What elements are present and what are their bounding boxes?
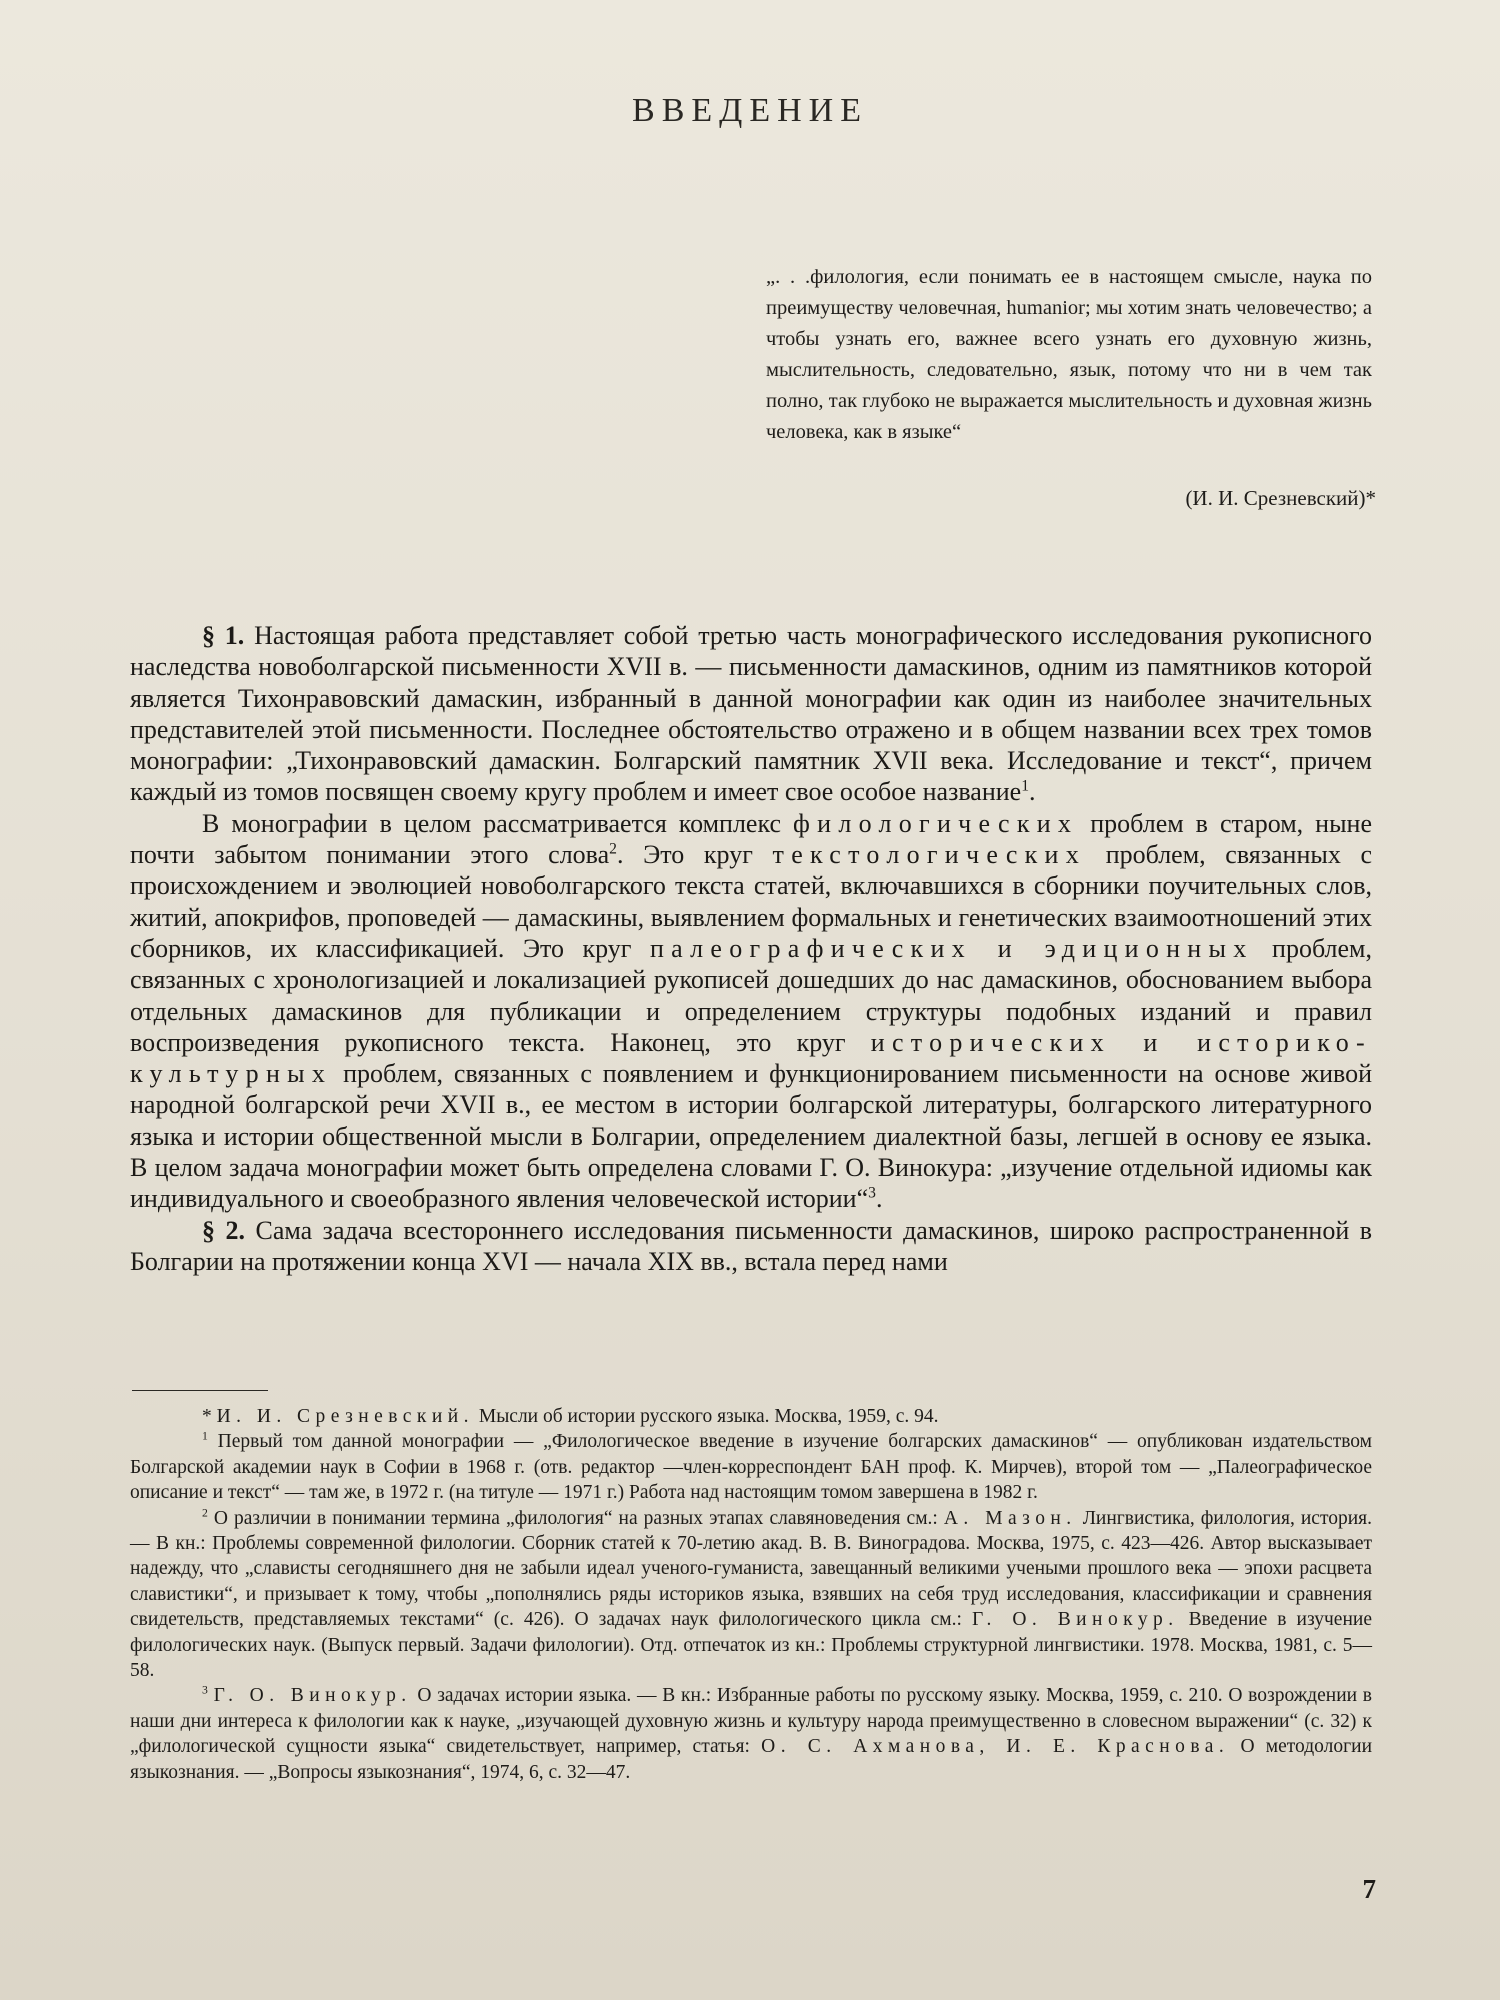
paragraph-text: проблем в старом, ныне почти забытом понимании этого слова <box>130 808 1372 870</box>
epigraph-author: (И. И. Срезневский)* <box>1185 486 1376 510</box>
footnote-ref-2: 2 <box>609 840 617 858</box>
emphasis-term: филологических <box>793 808 1079 838</box>
footnote-mark: * <box>202 1406 212 1427</box>
footnote-text: Введение в изучение филологических наук. (Выпуск первый. Задачи филологии). Отд. отпечаток из кн.: Проблемы структурной лингвистики. 1978. Москва, 1981, с. 5—58. <box>130 1609 1372 1682</box>
footnote-star <box>130 1404 1372 1429</box>
paragraph-section-1 <box>130 620 1372 808</box>
paragraph-text: В монографии в целом рассматривается комплекс <box>202 808 781 838</box>
paragraph-text: проблем, связанных с хронологизацией и локализацией рукописей дошедших до нас дамаскинов, обоснованием выбора отдельных дамаскинов для публикации и определением структуры подобных изданий и правил воспроизведения рукописного текста. Наконец, это круг <box>130 933 1372 1057</box>
paragraph-section-2 <box>130 1215 1372 1278</box>
main-text <box>130 620 1372 1277</box>
emphasis-term: палеографических и эдиционных <box>649 933 1254 963</box>
footnote-ref-1: 1 <box>1021 777 1029 795</box>
cited-author: И. И. Срезневский. <box>216 1406 474 1427</box>
paragraph-text: проблем, связанных с происхождением и эволюцией новоболгарского текста статей, включавшихся в сборники поучительных слов, житий, апокрифов, проповедей — дамаскины, выявлением формальных и генетических взаимоотношений этих сборников, их классификацией. Это круг <box>130 840 1373 963</box>
footnote-mark: 2 <box>202 1506 208 1520</box>
emphasis-term: текстологических <box>772 840 1087 870</box>
footnote-text: Лингвистика, филология, история. — В кн.: Проблемы современной филологии. Сборник статей к 70-летию акад. В. В. Виноградова. Москва, 1975, с. 423—426. Автор высказывает надежду, что „слависты сегодняшнего дня не забыли идеал ученого-гуманиста, завещанный великими учеными прошлого века — эпохи расцвета славистики“, и призывает к тому, чтобы „пополнялись ряды историков языка, взявших на себя труд исследования, классификации и сравнения свидетельств, представляемых текстами“ (с. 426). О задачах наук филологического цикла см.: <box>130 1507 1372 1631</box>
footnote-text: Первый том данной монографии — „Филологическое введение в изучение болгарских дамаскинов“ — опубликован издательством Болгарской академии наук в Софии в 1968 г. (отв. редактор —член-корреспондент БАН проф. К. Мирчев), второй том — „Палеографическое описание и текст“ — там же, в 1972 г. (на титуле — 1971 г.) Работа над настоящим томом завершена в 1982 г. <box>130 1431 1373 1504</box>
section-mark-1: § 1. <box>202 621 245 650</box>
paragraph-text: Сама задача всестороннего исследования письменности дамаскинов, широко распространенной в Болгарии на протяжении конца XVI — начала XIX вв., встала перед нами <box>130 1215 1373 1276</box>
footnotes <box>130 1404 1372 1785</box>
cited-author: Г. О. Винокур. <box>213 1685 412 1707</box>
section-mark-2: § 2. <box>202 1215 245 1245</box>
footnote-mark: 1 <box>202 1429 208 1443</box>
paragraph-text: Настоящая работа представляет собой третью часть монографического исследования рукописного наследства новоболгарской письменности XVII в. — письменности дамаскинов, одним из памятников которой является Тихонравовский дамаскин, избранный в данной монографии как один из наиболее значительных представителей этой письменности. Последнее обстоятельство отражено и в общем названии всех трех томов монографии: „Тихонравовский дамаскин. Болгарский памятник XVII века. Исследование и текст“, причем каждый из томов посвящен своему кругу проблем и имеет свое особое название <box>130 621 1372 807</box>
footnote-1 <box>130 1429 1372 1505</box>
footnote-3 <box>130 1683 1372 1785</box>
footnote-mark: 3 <box>202 1683 208 1697</box>
cited-author: Г. О. Винокур. <box>971 1609 1179 1631</box>
chapter-heading: ВВЕДЕНИЕ <box>632 92 868 129</box>
page-number: 7 <box>1362 1874 1376 1904</box>
paragraph-end: . <box>1028 777 1036 807</box>
footnote-divider <box>132 1390 268 1391</box>
cited-author: О. С. Ахманова, И. Е. Краснова. <box>761 1736 1230 1758</box>
footnote-2 <box>130 1506 1372 1684</box>
paragraph-end: . <box>875 1184 883 1214</box>
paragraph-text: . Это круг <box>616 840 753 870</box>
emphasis-term: исторических и историко-культурных <box>130 1027 1372 1089</box>
cited-author: А. Мазон. <box>943 1507 1077 1529</box>
epigraph-quote: „. . .филология, если понимать ее в настоящем смысле, наука по преимуществу человечная, humanior; мы хотим знать человечество; а чтобы узнать его, важнее всего узнать его духовную жизнь, мыслительность, следовательно, язык, потому что ни в чем так полно, так глубоко не выражается мыслительность и духовная жизнь человека, как в языке“ <box>766 266 1372 443</box>
footnote-text: О методологии языкознания. — „Вопросы языкознания“, 1974, 6, с. 32—47. <box>130 1736 1373 1783</box>
footnote-text: Мысли об истории русского языка. Москва, 1959, с. 94. <box>478 1406 939 1427</box>
paragraph-problems <box>130 808 1372 1215</box>
footnote-ref-3: 3 <box>868 1184 876 1202</box>
footnote-text: О задачах истории языка. — В кн.: Избранные работы по русскому языку. Москва, 1959, с. 210. О возрождении в наши дни интереса к филологии как к науке, „изучающей духовную жизнь и культуру народа преимущественно в словесном выражении“ (с. 32) к „филологической сущности языка“ свидетельствует, например, статья: <box>130 1685 1373 1758</box>
footnote-text: О различии в понимании термина „филология“ на разных этапах славяноведения см.: <box>213 1507 938 1529</box>
paragraph-text: проблем, связанных с появлением и функционированием письменности на основе живой народной болгарской речи XVII в., ее местом в истории болгарской литературы, болгарского литературного языка и истории общественной мысли в Болгарии, определением диалектной базы, легшей в основу ее языка. В целом задача монографии может быть определена словами Г. О. Винокура: „изучение отдельной идиомы как индивидуального и своеобразного явления человеческой истории“ <box>130 1059 1372 1214</box>
